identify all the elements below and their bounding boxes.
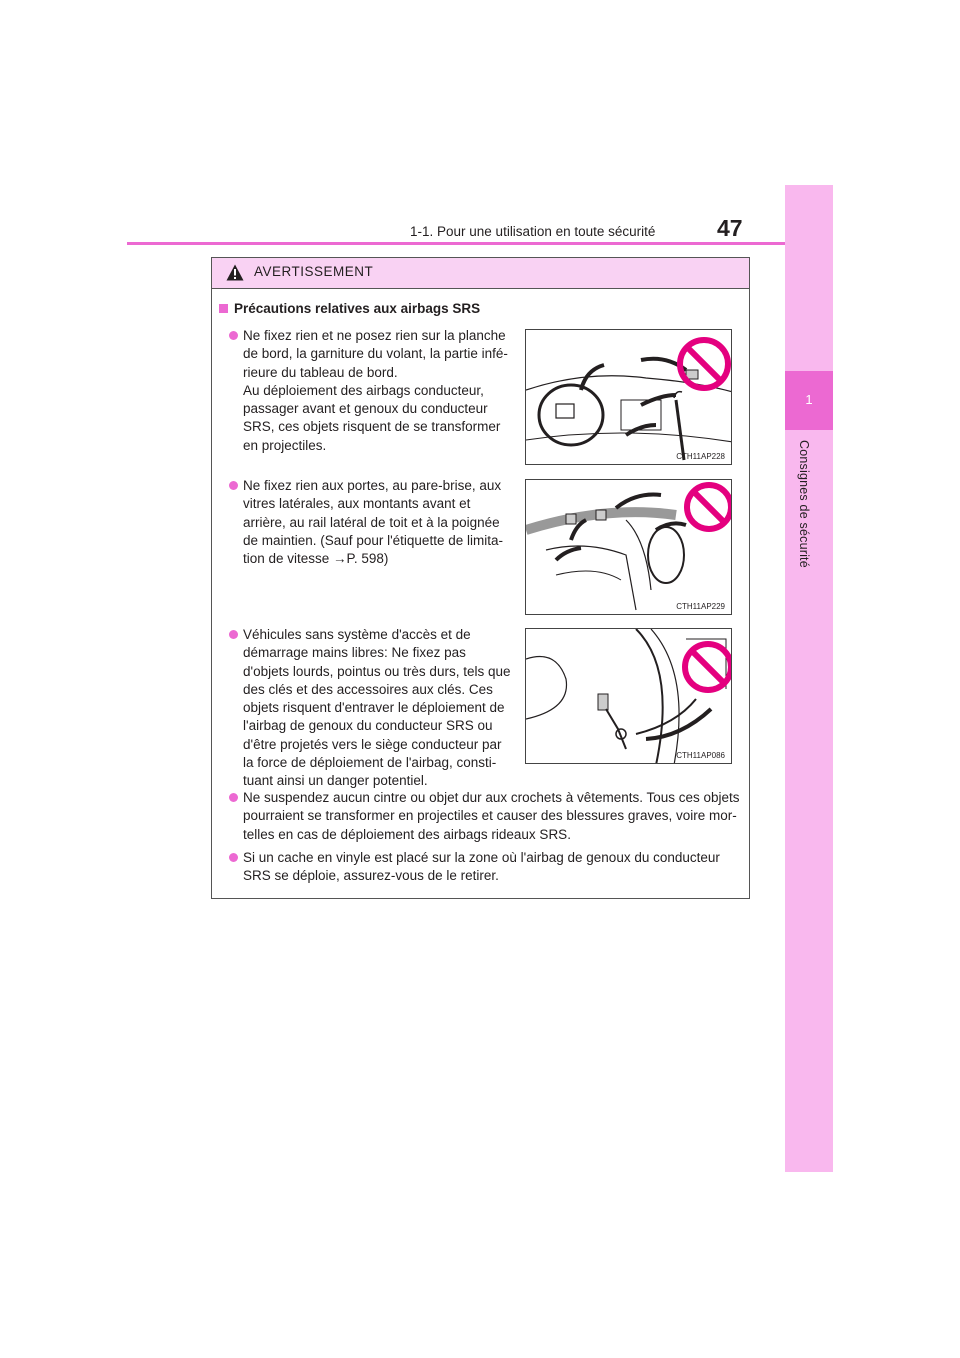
- warning-item-text: [243, 789, 743, 844]
- text-line: Ne suspendez aucun cintre ou objet dur aux crochets à vêtements. Tous ces objets: [243, 790, 740, 805]
- text-line: SRS se déploie, assurez-vous de le retirer.: [243, 868, 499, 884]
- text-line: Si un cache en vinyle est placé sur la zone où l'airbag de genoux du conducteur: [243, 850, 720, 865]
- text-line: d'objets lourds, pointus ou très durs, tels que: [243, 663, 511, 679]
- text-line: passager avant et genoux du conducteur: [243, 401, 488, 417]
- chapter-label: Consignes de sécurité: [797, 440, 811, 568]
- illustration-key: [525, 628, 732, 764]
- text-line: des clés et des accessoires aux clés. Ces: [243, 681, 493, 697]
- prohibition-sign-icon: [685, 644, 731, 690]
- bullet-dot-icon: [229, 481, 238, 490]
- prohibition-sign-icon: [680, 340, 728, 388]
- warning-item-text: [243, 849, 743, 886]
- text-line: d'être projetés vers le siège conducteur par: [243, 736, 502, 752]
- key-illustration-graphic: [526, 629, 732, 764]
- illustration-cabin: [525, 479, 732, 615]
- text-line: SRS, ces objets risquent de se transformer: [243, 419, 501, 435]
- warning-triangle-icon: [226, 264, 244, 281]
- text-line: tion de vitesse →P. 598): [243, 551, 389, 567]
- text-line: rieure du tableau de bord.: [243, 364, 398, 380]
- illustration-code: CTH11AP229: [676, 602, 725, 611]
- text-line: Ne fixez rien et ne posez rien sur la planche: [243, 328, 506, 343]
- text-line: Au déploiement des airbags conducteur,: [243, 382, 484, 398]
- warning-item-text: [243, 327, 515, 455]
- bullet-dot-icon: [229, 630, 238, 639]
- text-line: démarrage mains libres: Ne fixez pas: [243, 645, 466, 661]
- cabin-illustration-graphic: [526, 480, 732, 615]
- chapter-side-tab: [785, 185, 833, 1172]
- running-header-title: 1-1. Pour une utilisation en toute sécurité: [410, 224, 656, 239]
- illustration-dashboard: [525, 329, 732, 465]
- bullet-dot-icon: [229, 793, 238, 802]
- chapter-number: 1: [805, 392, 813, 407]
- square-bullet-icon: [219, 304, 228, 313]
- text-line: l'airbag de genoux du conducteur SRS ou: [243, 718, 493, 734]
- text-line: pourraient se transformer en projectiles et causer des blessures graves, voire mor-: [243, 808, 737, 824]
- text-line: vitres latérales, aux montants avant et: [243, 496, 471, 512]
- text-line: arrière, au rail latéral de toit et à la poignée: [243, 514, 500, 530]
- prohibition-sign-icon: [687, 485, 731, 529]
- text-line: de bord, la garniture du volant, la partie infé-: [243, 346, 508, 362]
- bullet-dot-icon: [229, 853, 238, 862]
- page-number: 47: [717, 215, 743, 241]
- dashboard-illustration-graphic: [526, 330, 732, 465]
- illustration-code: CTH11AP228: [676, 452, 725, 461]
- bullet-dot-icon: [229, 331, 238, 340]
- text-line: tuant ainsi un danger potentiel.: [243, 773, 428, 789]
- text-line: Ne fixez rien aux portes, au pare-brise, aux: [243, 478, 502, 493]
- header-rule: [127, 242, 785, 245]
- warning-item-text: [243, 477, 515, 568]
- text-line: en projectiles.: [243, 437, 327, 453]
- illustration-code: CTH11AP086: [676, 751, 725, 760]
- section-heading: [219, 301, 480, 316]
- text-line: telles en cas de déploiement des airbags rideaux SRS.: [243, 826, 571, 842]
- text-line: de maintien. (Sauf pour l'étiquette de limita-: [243, 532, 503, 548]
- warning-title: AVERTISSEMENT: [254, 264, 374, 279]
- text-line: la force de déploiement de l'airbag, consti-: [243, 755, 497, 771]
- section-heading-text: Précautions relatives aux airbags SRS: [234, 301, 481, 316]
- chapter-number-box: [785, 371, 833, 430]
- warning-header: [212, 258, 749, 289]
- warning-item-text: [243, 626, 515, 791]
- text-line: objets risquent d'entraver le déploiement de: [243, 700, 505, 716]
- text-line: Véhicules sans système d'accès et de: [243, 627, 471, 642]
